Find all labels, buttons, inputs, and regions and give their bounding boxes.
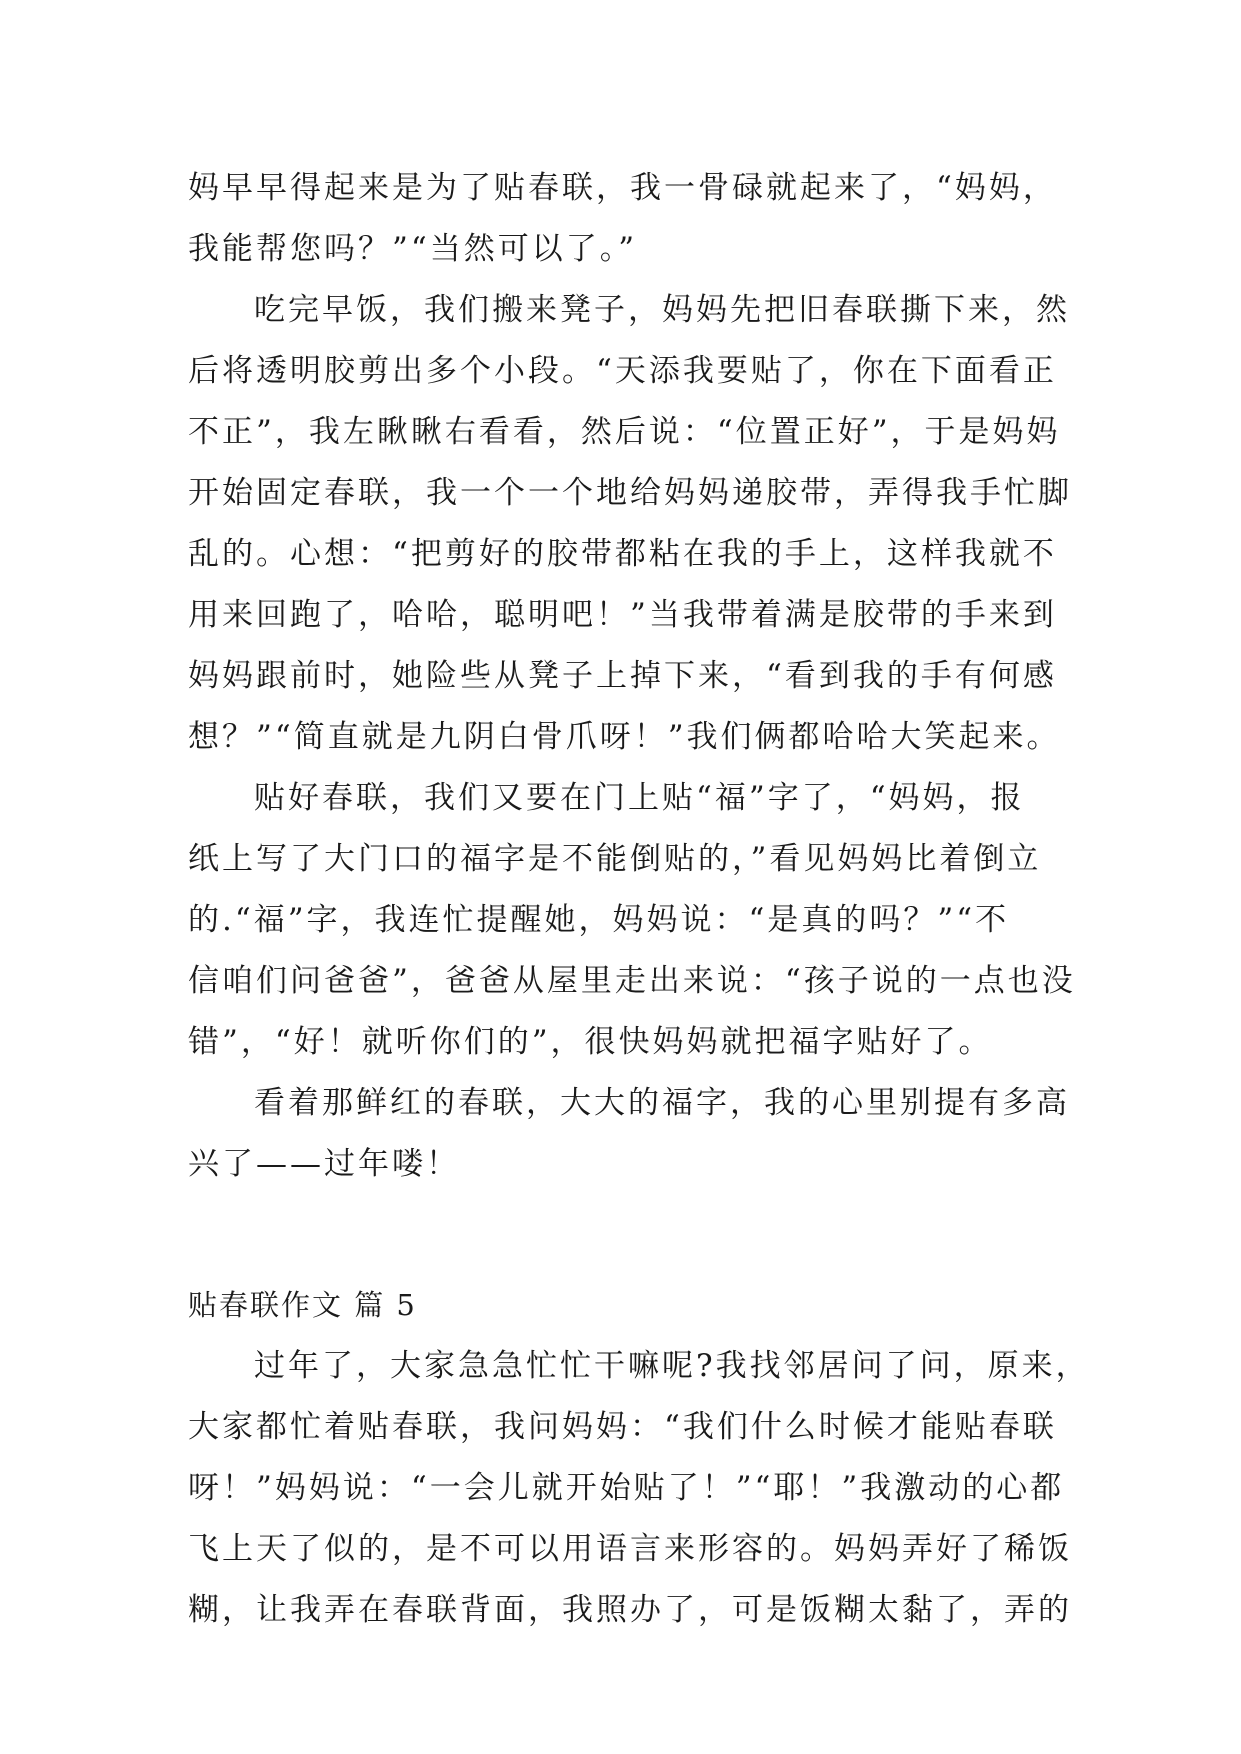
text-line: 错”，“好！就听你们的”，很快妈妈就把福字贴好了。 xyxy=(188,1024,993,1060)
paragraph xyxy=(188,1073,1068,1195)
text-line: 信咱们问爸爸”，爸爸从屋里走出来说：“孩子说的一点也没 xyxy=(188,963,1076,999)
text-line: 糊，让我弄在春联背面，我照办了，可是饭糊太黏了，弄的 xyxy=(188,1592,1072,1628)
section-heading: 贴春联作文 篇 5 xyxy=(188,1288,417,1322)
paragraph xyxy=(188,768,1076,1073)
paragraph xyxy=(188,158,1068,280)
text-line: 纸上写了大门口的福字是不能倒贴的，”看见妈妈比着倒立 xyxy=(188,841,1042,877)
text-line: 兴了——过年喽！ xyxy=(188,1146,460,1182)
text-line: 的.“福”字，我连忙提醒她，妈妈说：“是真的吗？”“不 xyxy=(188,902,1010,938)
text-line: 开始固定春联，我一个一个地给妈妈递胶带，弄得我手忙脚 xyxy=(188,475,1072,511)
essay-body-part-1 xyxy=(188,158,1076,1195)
text-line: 用来回跑了，哈哈，聪明吧！”当我带着满是胶带的手来到 xyxy=(188,597,1057,633)
text-line: 吃完早饭，我们搬来凳子，妈妈先把旧春联撕下来，然 xyxy=(254,292,1070,328)
text-line: 飞上天了似的，是不可以用语言来形容的。妈妈弄好了稀饭 xyxy=(188,1531,1072,1567)
paragraph xyxy=(188,1336,1090,1641)
document-page xyxy=(188,158,1090,1641)
text-line: 乱的。心想：“把剪好的胶带都粘在我的手上，这样我就不 xyxy=(188,536,1057,572)
text-line: 呀！”妈妈说：“一会儿就开始贴了！”“耶！”我激动的心都 xyxy=(188,1470,1065,1506)
text-line: 我能帮您吗？”“当然可以了。” xyxy=(188,231,638,267)
text-line: 大家都忙着贴春联，我问妈妈：“我们什么时候才能贴春联 xyxy=(188,1409,1057,1445)
essay-body-part-2 xyxy=(188,1336,1090,1641)
text-line: 想？”“简直就是九阴白骨爪呀！”我们俩都哈哈大笑起来。 xyxy=(188,719,1061,755)
text-line: 后将透明胶剪出多个小段。“天添我要贴了，你在下面看正 xyxy=(188,353,1057,389)
text-line: 妈妈跟前时，她险些从凳子上掉下来，“看到我的手有何感 xyxy=(188,658,1057,694)
text-line: 不正”，我左瞅瞅右看看，然后说：“位置正好”，于是妈妈 xyxy=(188,414,1061,450)
text-line: 妈早早得起来是为了贴春联，我一骨碌就起来了，“妈妈， xyxy=(188,170,1057,206)
text-line: 看着那鲜红的春联，大大的福字，我的心里别提有多高 xyxy=(254,1085,1070,1121)
paragraph xyxy=(188,280,1072,768)
section-gap xyxy=(188,1195,1068,1275)
text-line: 贴好春联，我们又要在门上贴“福”字了，“妈妈，报 xyxy=(254,780,1025,816)
text-line: 过年了，大家急急忙忙干嘛呢?我找邻居问了问，原来， xyxy=(254,1348,1090,1384)
